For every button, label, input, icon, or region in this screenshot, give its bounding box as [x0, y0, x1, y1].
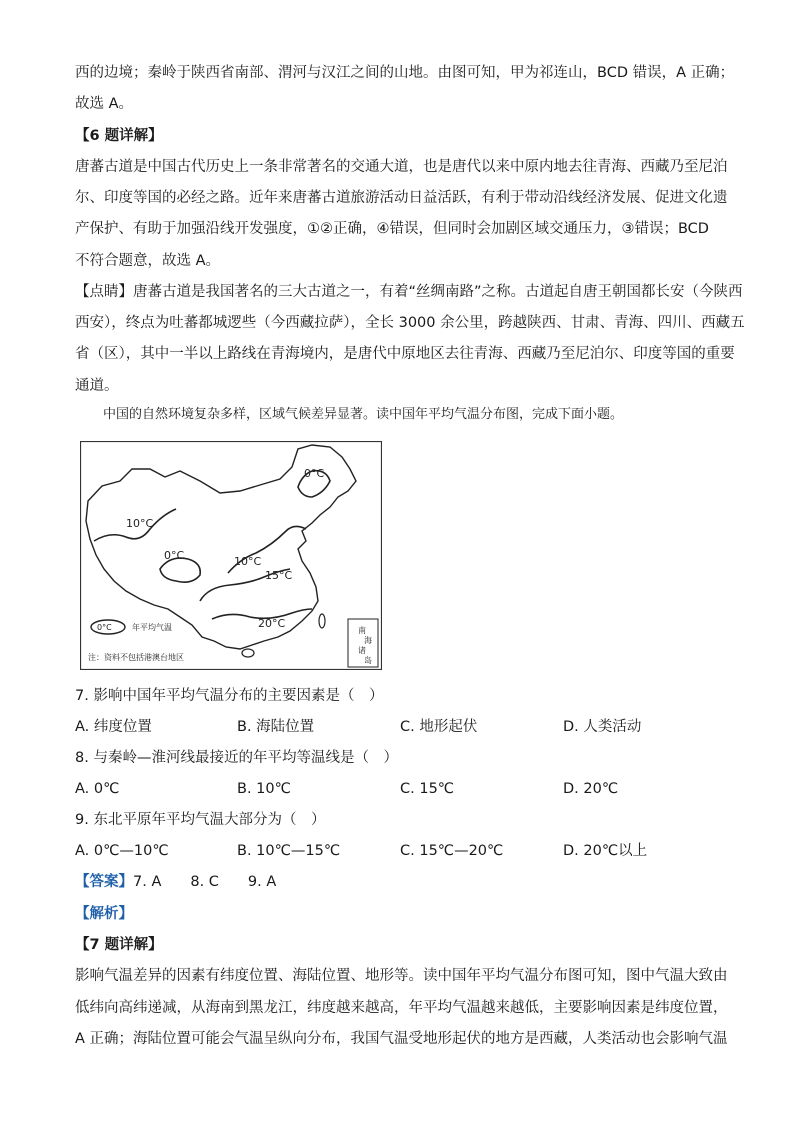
label-0c-tibet: 0°C	[164, 549, 185, 562]
analysis-label: 【解析】	[75, 906, 133, 922]
inset-char: 诸	[358, 646, 366, 655]
answer-line	[75, 867, 276, 899]
option-d: D. 20℃	[563, 781, 619, 797]
question-intro: 中国的自然环境复杂多样，区域气候差异显著。读中国年平均气温分布图，完成下面小题。	[103, 407, 624, 422]
paragraph-line: 西安），终点为吐蕃都城逻些（今西藏拉萨），全长 3000 余公里，跨越陕西、甘肃、青海、四川、西藏五	[75, 315, 745, 331]
option-c: C. 15℃—20℃	[400, 843, 504, 859]
option-d: D. 20℃以上	[563, 843, 648, 859]
question-7: 7. 影响中国年平均气温分布的主要因素是（ ）	[75, 688, 384, 704]
inset-char: 南	[358, 626, 366, 635]
paragraph-line: 产保护、有助于加强沿线开发强度，①②正确，④错误，但同时会加剧区域交通压力，③错误；BCD	[75, 221, 709, 237]
paragraph-line: 通道。	[75, 378, 119, 394]
question-8: 8. 与秦岭—淮河线最接近的年平均等温线是（ ）	[75, 750, 398, 766]
option-a: A. 纬度位置	[75, 719, 152, 735]
option-b: B. 10℃	[237, 781, 291, 797]
option-b: B. 10℃—15℃	[237, 843, 341, 859]
legend-symbol-label: 0°C	[97, 623, 112, 632]
option-c: C. 地形起伏	[400, 719, 478, 735]
paragraph-line: A 正确；海陆位置可能会气温呈纵向分布，我国气温受地形起伏的地方是西藏，人类活动也会影响气温	[75, 1031, 728, 1047]
legend-text: 年平均气温	[132, 623, 172, 632]
inset-char: 海	[364, 636, 372, 645]
option-b: B. 海陆位置	[237, 719, 315, 735]
option-d: D. 人类活动	[563, 719, 642, 735]
label-0c-northeast: 0°C	[304, 467, 325, 480]
label-15c-center: 15°C	[265, 569, 293, 582]
tip-line: 【点睛】唐蕃古道是我国著名的三大古道之一，有着“丝绸南路”之称。古道起自唐王朝国都长安（今陕西	[75, 284, 743, 300]
section-heading-7: 【7 题详解】	[75, 937, 163, 953]
paragraph-line: 省（区），其中一半以上路线在青海境内，是唐代中原地区去往青海、西藏乃至尼泊尔、印度等国的重要	[75, 346, 735, 362]
paragraph-line: 尔、印度等国的必经之路。近年来唐蕃古道旅游活动日益活跃，有利于带动沿线经济发展、促进文化遗	[75, 190, 728, 206]
label-10c-northwest: 10°C	[126, 517, 154, 530]
option-a: A. 0℃	[75, 781, 120, 797]
option-a: A. 0℃—10℃	[75, 843, 169, 859]
label-10c-center: 10°C	[234, 555, 262, 568]
question-9: 9. 东北平原年平均气温大部分为（ ）	[75, 812, 326, 828]
paragraph-line: 唐蕃古道是中国古代历史上一条非常著名的交通大道，也是唐代以来中原内地去往青海、西藏乃至尼泊	[75, 159, 728, 175]
section-heading-6: 【6 题详解】	[75, 128, 163, 144]
temperature-map	[80, 441, 382, 670]
paragraph-line: 影响气温差异的因素有纬度位置、海陆位置、地形等。读中国年平均气温分布图可知，图中气温大致由	[75, 968, 728, 984]
option-c: C. 15℃	[400, 781, 455, 797]
answer-text: 7. A 8. C 9. A	[133, 874, 277, 890]
inset-char: 岛	[364, 656, 372, 665]
label-20c-south: 20°C	[258, 617, 286, 630]
paragraph-line: 西的边境；秦岭于陕西省南部、渭河与汉江之间的山地。由图可知，甲为祁连山，BCD 错误，A 正确；	[75, 65, 735, 81]
answer-label: 【答案】	[75, 874, 133, 890]
paragraph-line: 低纬向高纬递减，从海南到黑龙江，纬度越来越高，年平均气温越来越低，主要影响因素是纬度位置，	[75, 1000, 728, 1016]
map-note: 注：资料不包括港澳台地区	[88, 653, 184, 662]
paragraph-line: 不符合题意，故选 A。	[75, 253, 221, 269]
paragraph-line: 故选 A。	[75, 96, 134, 112]
